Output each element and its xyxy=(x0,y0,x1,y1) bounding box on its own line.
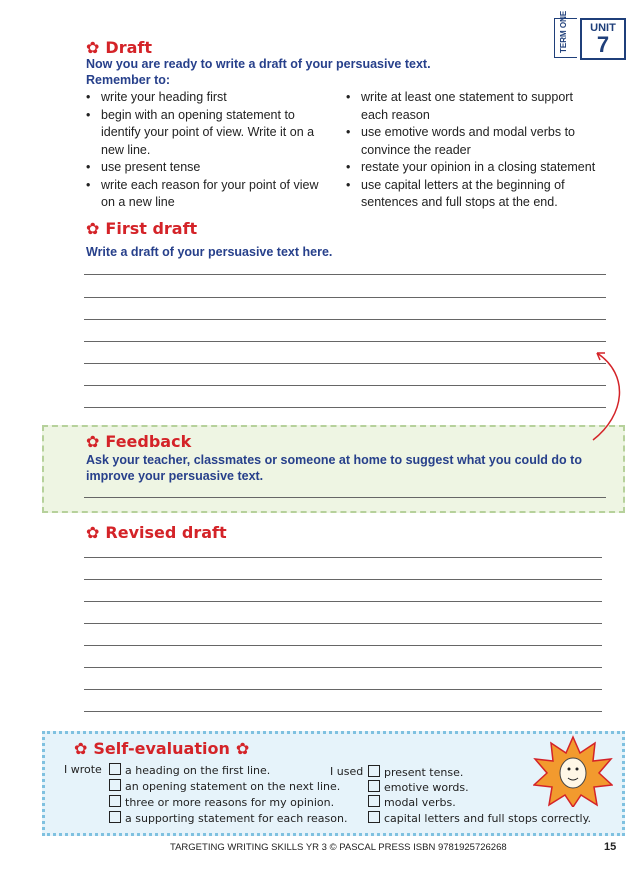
draft-remember: Remember to: xyxy=(86,73,171,87)
self-eval-right-prefix: I used xyxy=(330,765,364,778)
draft-intro: Now you are ready to write a draft of your persuasive text. xyxy=(86,57,431,71)
writing-line[interactable] xyxy=(84,557,602,558)
list-item: • write your heading first xyxy=(86,89,326,107)
checkbox[interactable] xyxy=(368,780,380,792)
draft-heading: ✿ Draft xyxy=(86,37,152,57)
feedback-instruction: Ask your teacher, classmates or someone at home to suggest what you could do to improve your persuasive text. xyxy=(86,453,582,483)
checklist-item: emotive words. xyxy=(368,780,469,794)
writing-line[interactable] xyxy=(84,363,606,364)
checkbox[interactable] xyxy=(109,795,121,807)
first-draft-instruction: Write a draft of your persuasive text here. xyxy=(86,245,333,259)
list-item: • write at least one statement to support each reason xyxy=(346,89,601,124)
page-number: 15 xyxy=(604,841,617,853)
checklist-item: a supporting statement for each reason. xyxy=(109,811,347,825)
list-item: • begin with an opening statement to identify your point of view. Write it on a new line. xyxy=(86,107,326,160)
gear-icon: ✿ xyxy=(235,738,250,758)
writing-line[interactable] xyxy=(84,601,602,602)
draft-right-bullets xyxy=(346,89,601,212)
curved-arrow-icon xyxy=(585,345,630,445)
writing-line[interactable] xyxy=(84,274,606,275)
checklist-item: modal verbs. xyxy=(368,795,456,809)
checklist-item: three or more reasons for my opinion. xyxy=(109,795,334,809)
writing-line[interactable] xyxy=(84,341,606,342)
gear-icon: ✿ xyxy=(86,218,100,238)
self-evaluation-heading: ✿ Self-evaluation ✿ xyxy=(74,738,250,758)
writing-line[interactable] xyxy=(84,645,602,646)
list-item: • use emotive words and modal verbs to convince the reader xyxy=(346,124,601,159)
gear-icon: ✿ xyxy=(86,37,100,57)
list-item: • restate your opinion in a closing statement xyxy=(346,159,601,177)
checklist-item: an opening statement on the next line. xyxy=(109,779,340,793)
term-tab xyxy=(554,10,577,58)
checkbox[interactable] xyxy=(368,795,380,807)
gear-icon: ✿ xyxy=(86,431,100,451)
term-label: TERM ONE xyxy=(559,10,568,53)
checklist-item: capital letters and full stops correctly. xyxy=(368,811,591,825)
writing-line[interactable] xyxy=(84,689,602,690)
footer-text: TARGETING WRITING SKILLS YR 3 © PASCAL PRESS ISBN 9781925726268 xyxy=(170,842,507,853)
checkbox[interactable] xyxy=(368,765,380,777)
checkbox[interactable] xyxy=(368,811,380,823)
gear-icon: ✿ xyxy=(74,738,88,758)
checkbox[interactable] xyxy=(109,763,121,775)
writing-line[interactable] xyxy=(84,711,602,712)
writing-line[interactable] xyxy=(84,579,602,580)
writing-line[interactable] xyxy=(84,385,606,386)
writing-line[interactable] xyxy=(84,667,602,668)
writing-line[interactable] xyxy=(84,623,602,624)
mascot-starburst-icon xyxy=(533,735,613,807)
list-item: • use present tense xyxy=(86,159,326,177)
revised-draft-heading: ✿ Revised draft xyxy=(86,522,227,542)
list-item: • use capital letters at the beginning of sentences and full stops at the end. xyxy=(346,177,601,212)
checklist-item: a heading on the first line. xyxy=(109,763,270,777)
unit-label: UNIT xyxy=(590,22,616,34)
draft-left-bullets xyxy=(86,89,326,212)
writing-line[interactable] xyxy=(84,297,606,298)
unit-badge xyxy=(580,18,626,60)
checkbox[interactable] xyxy=(109,811,121,823)
writing-line[interactable] xyxy=(84,497,606,498)
writing-line[interactable] xyxy=(84,319,606,320)
feedback-heading: ✿ Feedback xyxy=(86,431,192,451)
unit-number: 7 xyxy=(596,32,610,57)
self-eval-left-prefix: I wrote xyxy=(64,763,102,776)
writing-line[interactable] xyxy=(84,407,606,408)
list-item: • write each reason for your point of view on a new line xyxy=(86,177,326,212)
checklist-item: present tense. xyxy=(368,765,463,779)
checkbox[interactable] xyxy=(109,779,121,791)
gear-icon: ✿ xyxy=(86,522,100,542)
first-draft-heading: ✿ First draft xyxy=(86,218,198,238)
